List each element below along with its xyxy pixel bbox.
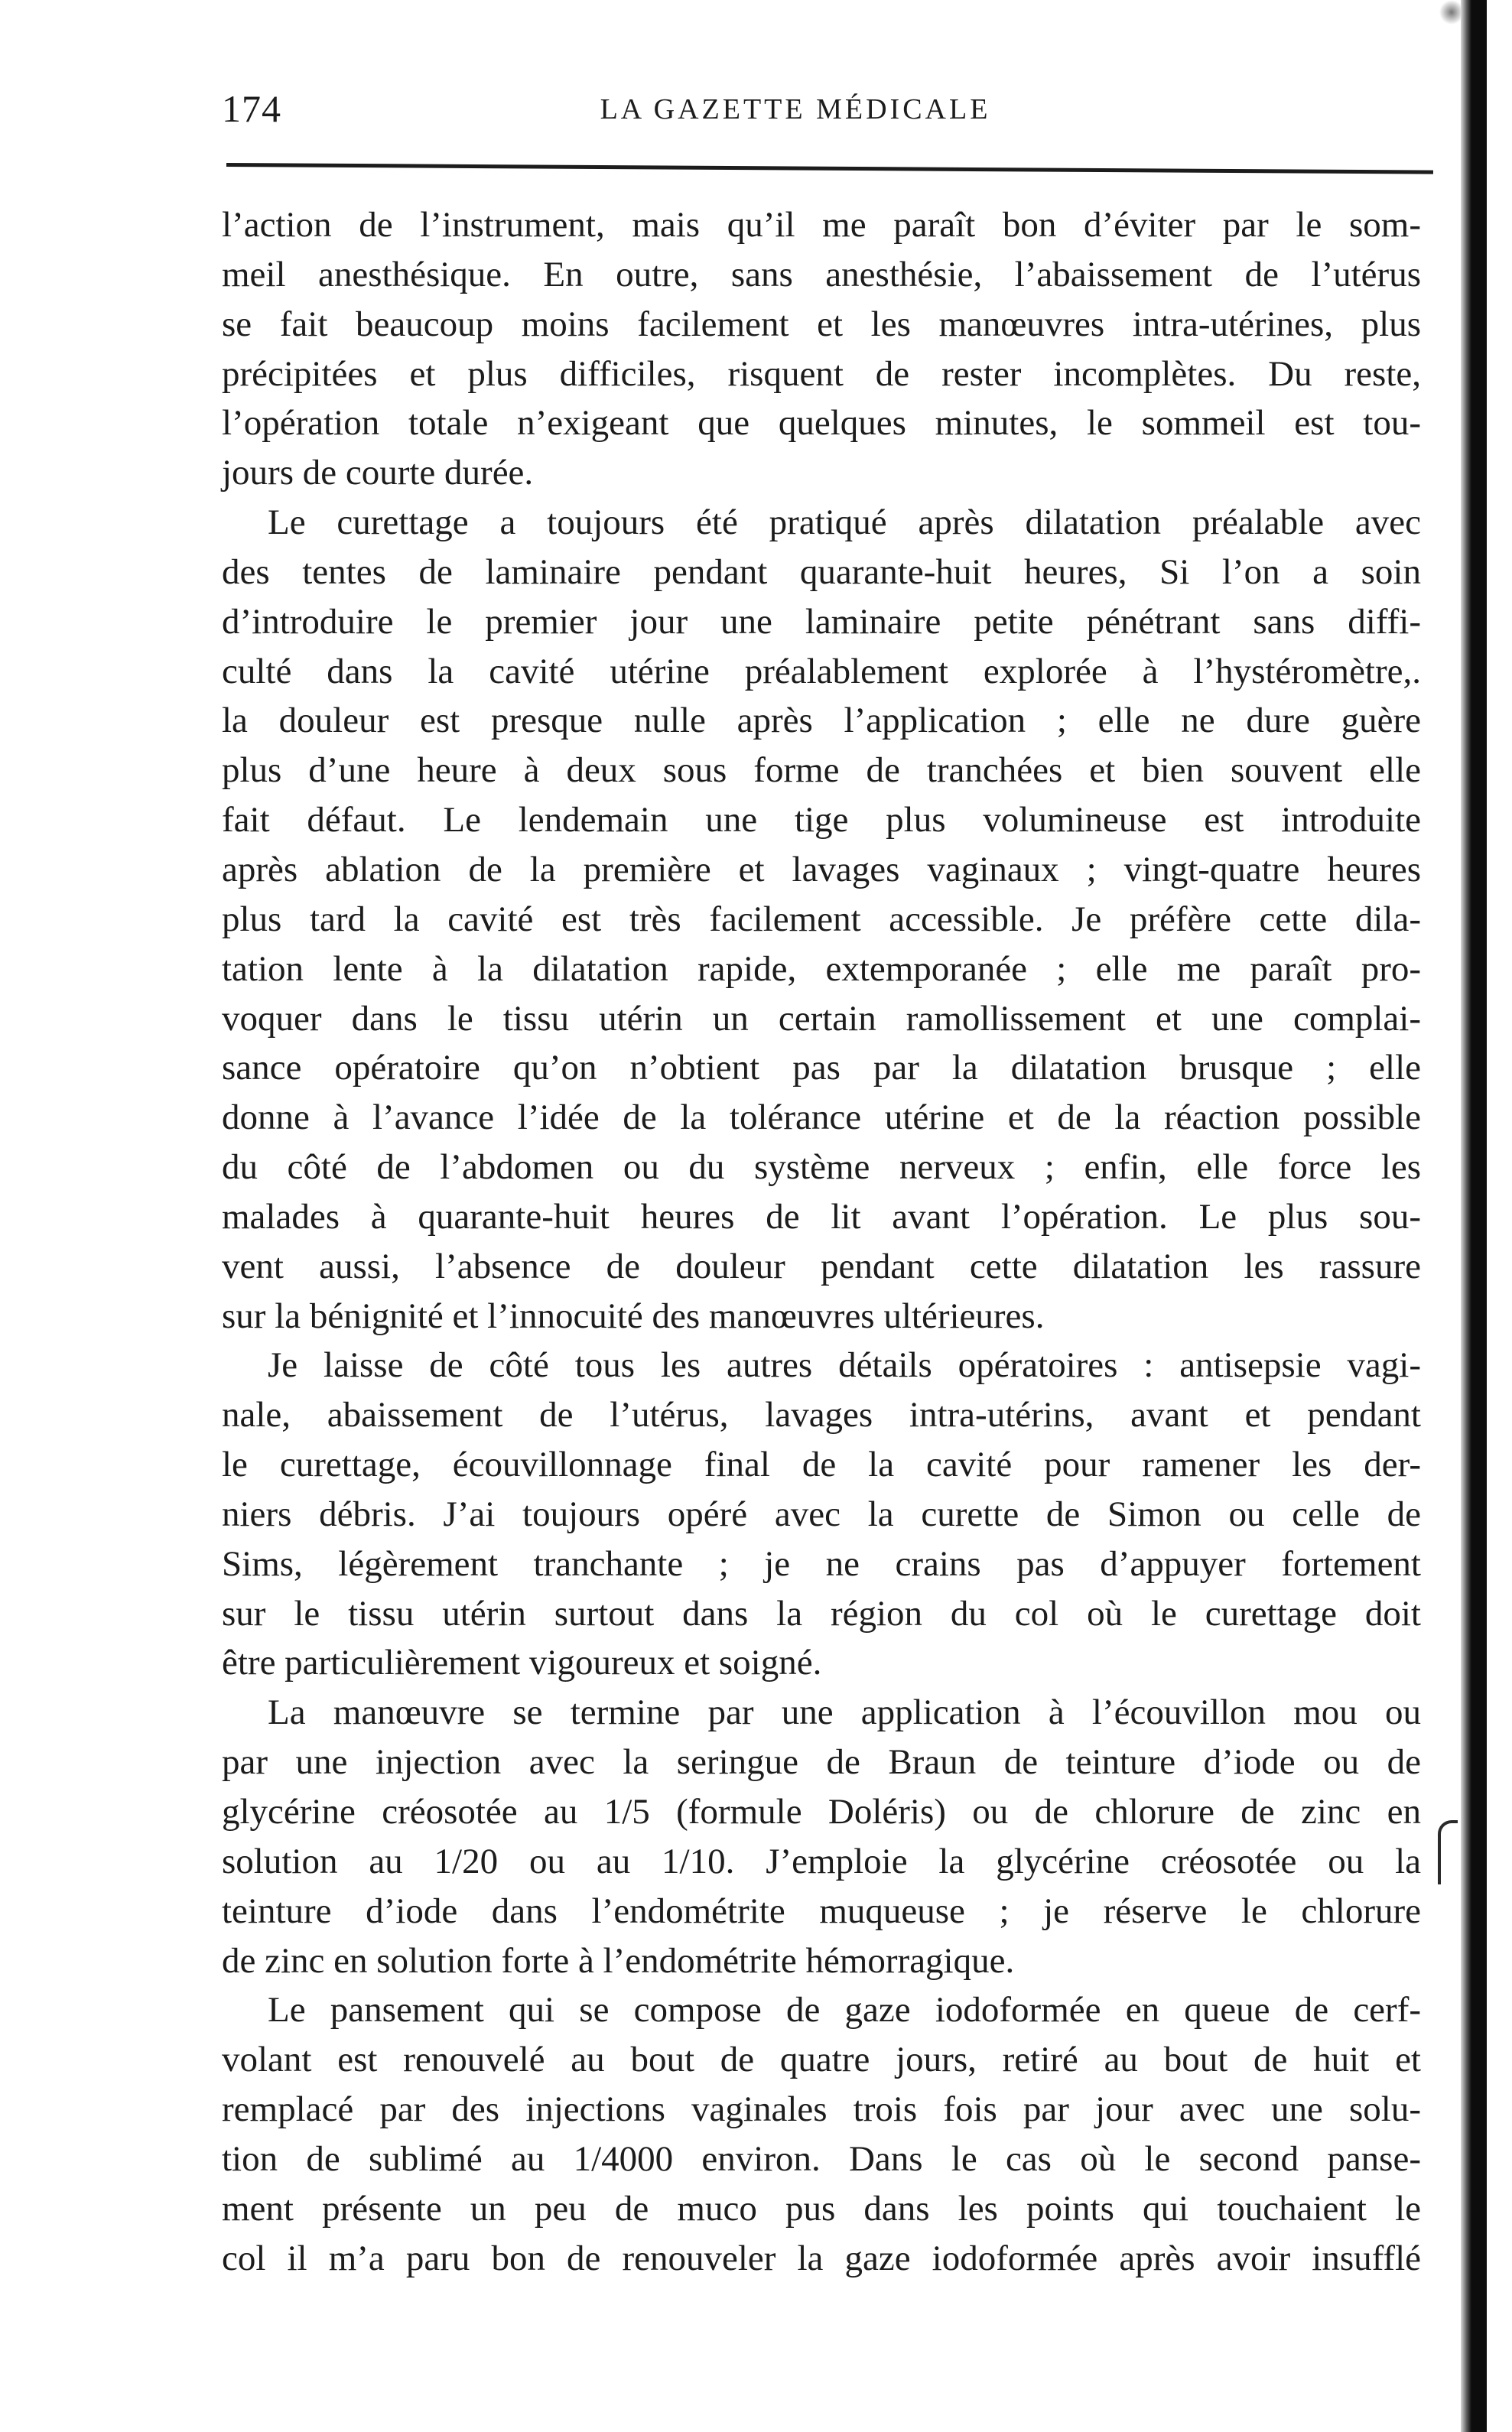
text-line: col il m’a paru bon de renouveler la gaze iodoformée après avoir insufflé (222, 2238, 1421, 2278)
text-line: l’action de l’instrument, mais qu’il me paraît bon d’éviter par le som- (222, 205, 1421, 245)
text-line: culté dans la cavité utérine préalablement explorée à l’hystéromètre,. (222, 651, 1421, 691)
text-line: volant est renouvelé au bout de quatre jours, retiré au bout de huit et (222, 2040, 1421, 2080)
text-line: sur le tissu utérin surtout dans la région du col où le curettage doit (222, 1593, 1421, 1634)
text-line: le curettage, écouvillonnage final de la cavité pour ramener les der- (222, 1445, 1421, 1485)
text-line: plus d’une heure à deux sous forme de tranchées et bien souvent elle (222, 750, 1421, 791)
text-line: voquer dans le tissu utérin un certain ramollissement et une complai- (222, 998, 1421, 1039)
text-line: meil anesthésique. En outre, sans anesthésie, l’abaissement de l’utérus (222, 254, 1421, 294)
page-number: 174 (222, 87, 281, 130)
text-line: teinture d’iode dans l’endométrite muqueuse ; je réserve le chlorure (222, 1891, 1421, 1931)
text-line: l’opération totale n’exigeant que quelques minutes, le sommeil est tou- (222, 403, 1421, 444)
text-line: jours de courte durée. (222, 453, 534, 493)
text-line: sur la bénignité et l’innocuité des manœuvres ultérieures. (222, 1296, 1045, 1336)
text-line: par une injection avec la seringue de Braun de teinture d’iode ou de (222, 1742, 1421, 1783)
text-line: tation lente à la dilatation rapide, extemporanée ; elle me paraît pro- (222, 948, 1421, 989)
margin-mark (1438, 1820, 1458, 1884)
text-line: la douleur est presque nulle après l’application ; elle ne dure guère (222, 701, 1421, 741)
text-line: Je laisse de côté tous les autres détails opératoires : antisepsie vagi- (268, 1345, 1421, 1386)
text-line: Le curettage a toujours été pratiqué après dilatation préalable avec (268, 502, 1421, 543)
text-line: remplacé par des injections vaginales trois fois par jour avec une solu- (222, 2089, 1421, 2130)
text-line: niers débris. J’ai toujours opéré avec la curette de Simon ou celle de (222, 1494, 1421, 1534)
text-line: sance opératoire qu’on n’obtient pas par la dilatation brusque ; elle (222, 1048, 1421, 1088)
running-title: LA GAZETTE MÉDICALE (600, 93, 991, 125)
binding-edge (1461, 0, 1487, 2432)
page-header (222, 86, 1461, 132)
text-line: après ablation de la première et lavages vaginaux ; vingt-quatre heures (222, 849, 1421, 889)
binding-speck (1438, 0, 1461, 31)
text-line: ment présente un peu de muco pus dans les points qui touchaient le (222, 2188, 1421, 2229)
text-line: du côté de l’abdomen ou du système nerveux ; enfin, elle force les (222, 1147, 1421, 1188)
text-line: de zinc en solution forte à l’endométrite hémorragique. (222, 1940, 1015, 1981)
text-line: Sims, légèrement tranchante ; je ne crains pas d’appuyer fortement (222, 1543, 1421, 1584)
text-line: La manœuvre se termine par une application à l’écouvillon mou ou (268, 1692, 1421, 1733)
text-line: fait défaut. Le lendemain une tige plus volumineuse est introduite (222, 800, 1421, 840)
text-line: des tentes de laminaire pendant quarante-huit heures, Si l’on a soin (222, 551, 1421, 592)
text-line: vent aussi, l’absence de douleur pendant cette dilatation les rassure (222, 1246, 1421, 1286)
text-line: précipitées et plus difficiles, risquent de rester incomplètes. Du reste, (222, 353, 1421, 394)
text-line: tion de sublimé au 1/4000 environ. Dans le cas où le second panse- (222, 2138, 1421, 2179)
header-rule (226, 163, 1433, 174)
body-text (222, 200, 1421, 2283)
text-line: d’introduire le premier jour une laminaire petite pénétrant sans diffi- (222, 601, 1421, 642)
text-line: glycérine créosotée au 1/5 (formule Doléris) ou de chlorure de zinc en (222, 1792, 1421, 1832)
text-line: être particulièrement vigoureux et soigné. (222, 1643, 822, 1683)
text-line: plus tard la cavité est très facilement accessible. Je préfère cette dila- (222, 899, 1421, 939)
text-line: malades à quarante-huit heures de lit avant l’opération. Le plus sou- (222, 1196, 1421, 1237)
text-line: se fait beaucoup moins facilement et les manœuvres intra-utérines, plus (222, 304, 1421, 344)
text-line: Le pansement qui se compose de gaze iodoformée en queue de cerf- (268, 1990, 1421, 2030)
text-line: solution au 1/20 ou au 1/10. J’emploie la glycérine créosotée ou la (222, 1841, 1421, 1881)
text-line: nale, abaissement de l’utérus, lavages intra-utérins, avant et pendant (222, 1395, 1421, 1435)
text-line: donne à l’avance l’idée de la tolérance utérine et de la réaction possible (222, 1097, 1421, 1138)
